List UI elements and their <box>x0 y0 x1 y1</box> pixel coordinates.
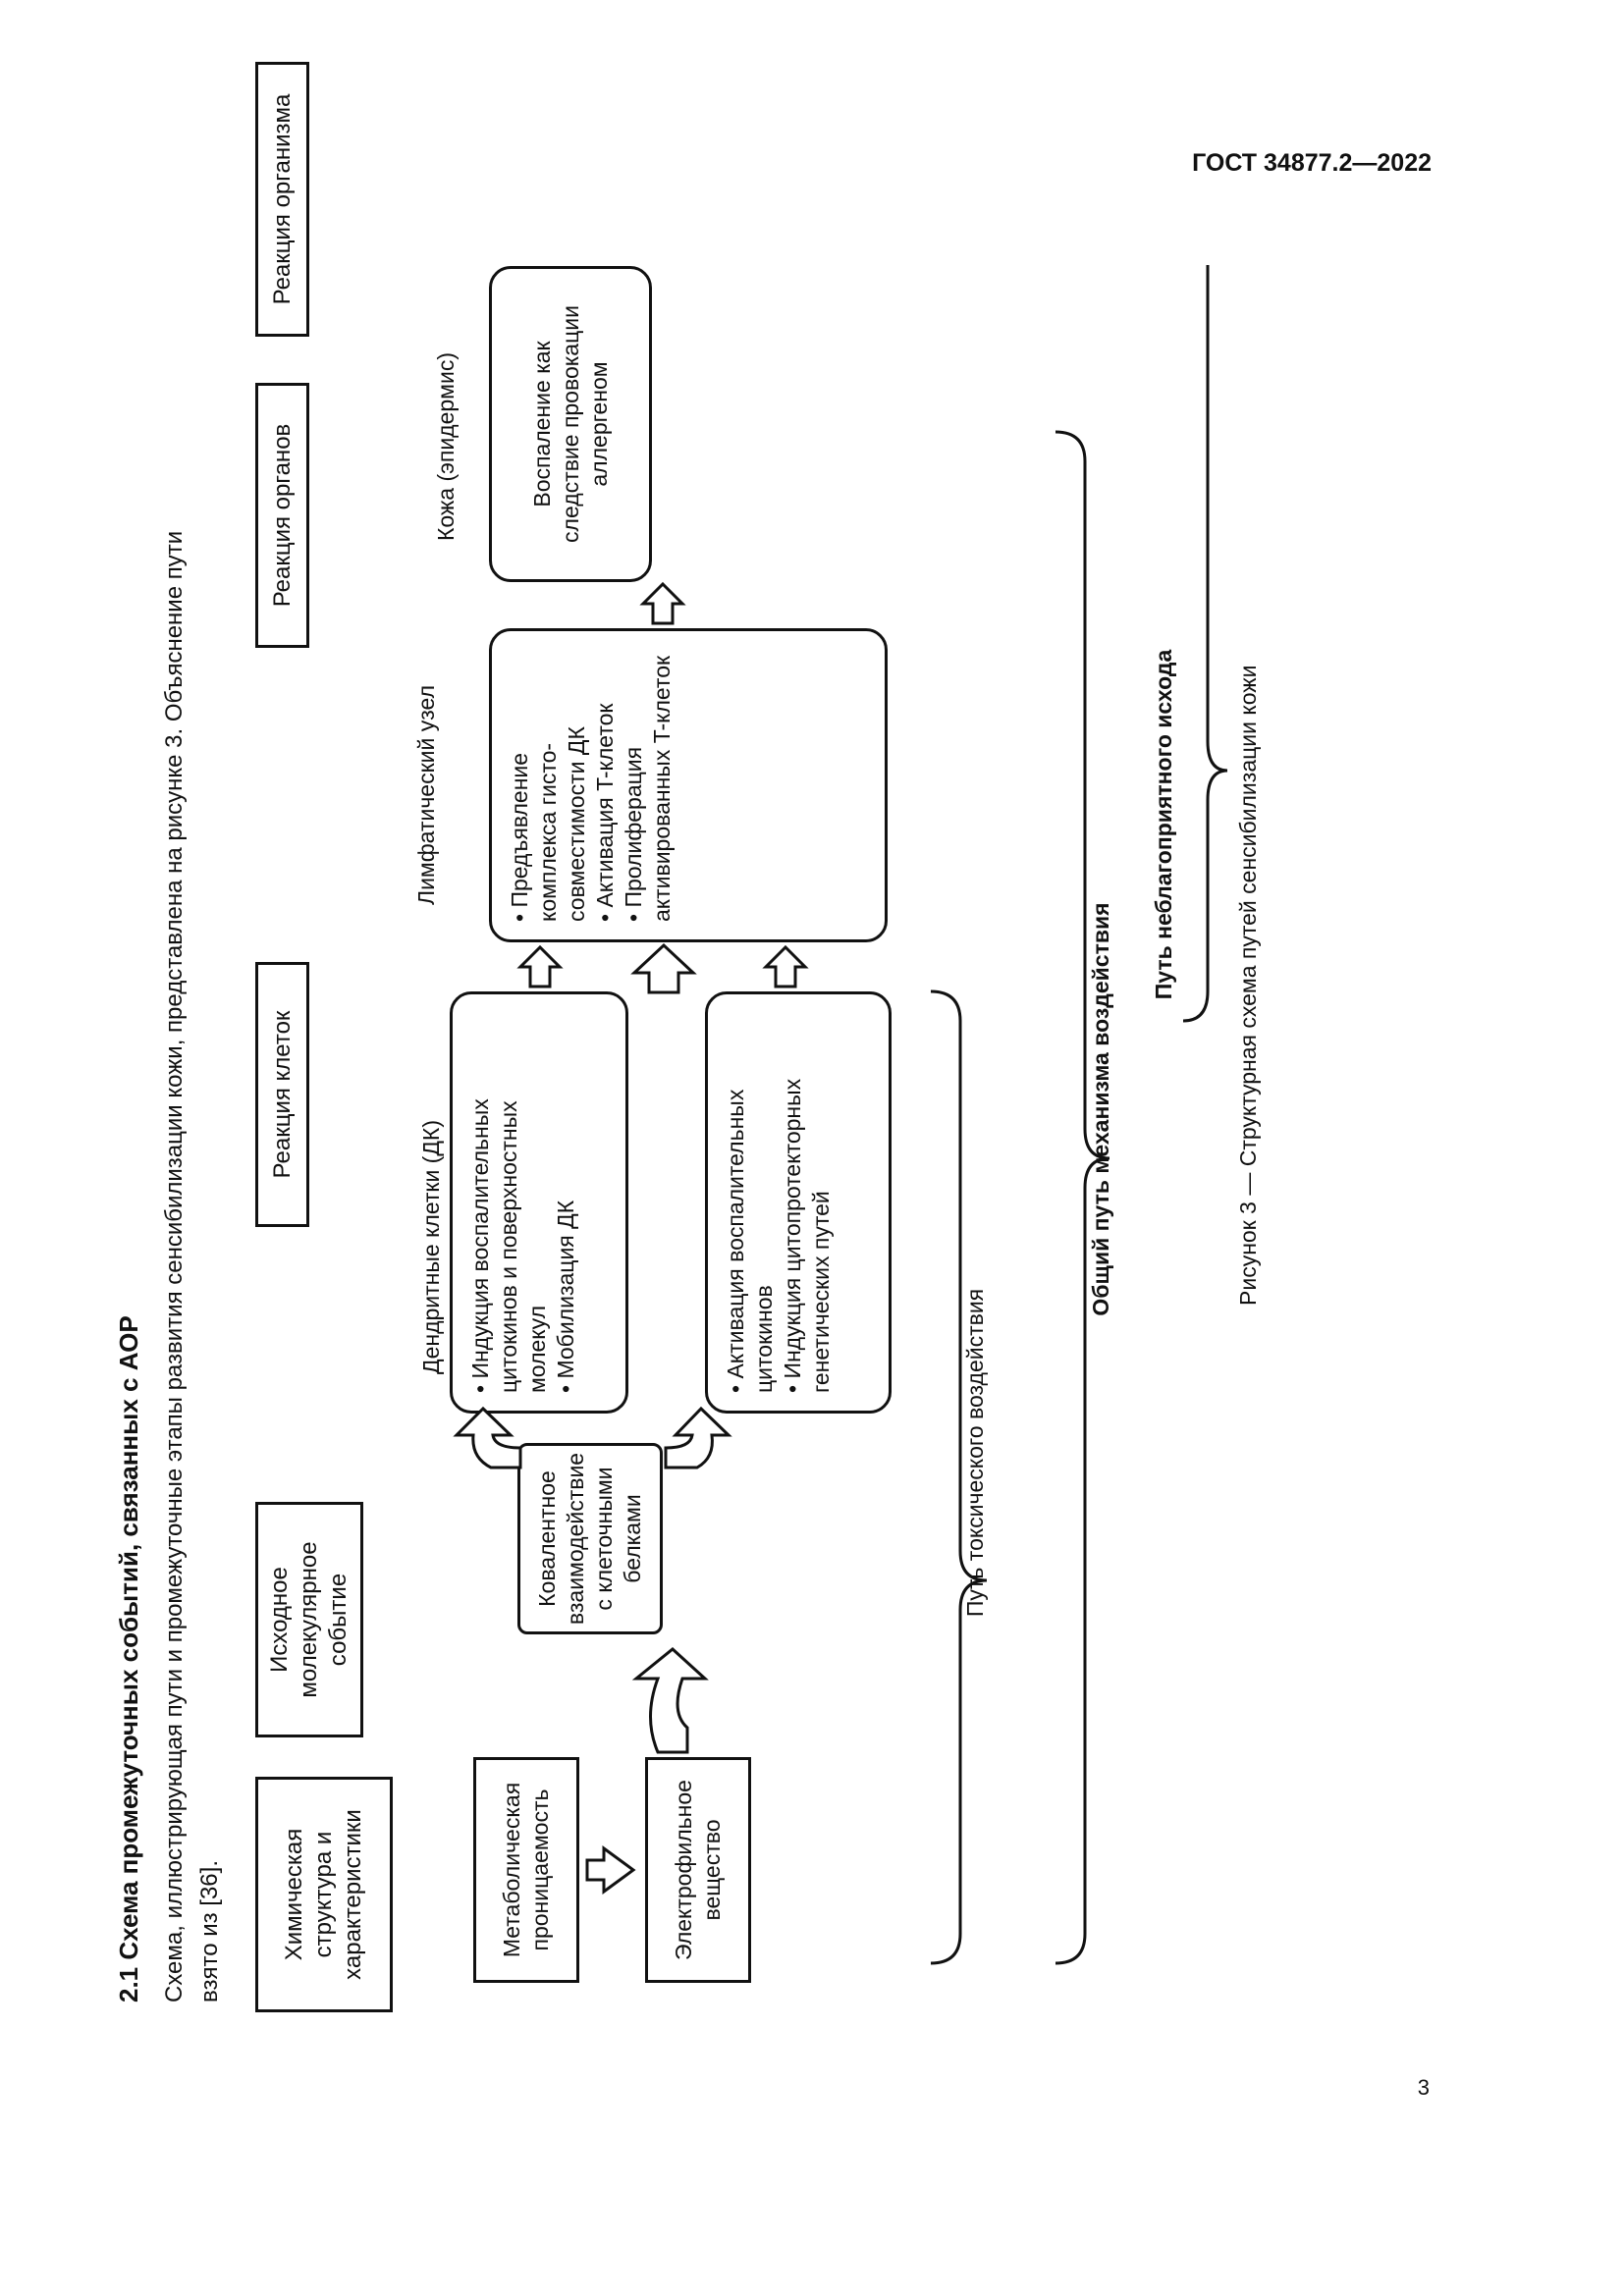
header-cell-response: Реакция клеток <box>255 962 309 1227</box>
keratinocyte-item-1: • Активация воспалительных цитокинов <box>722 1012 779 1393</box>
document-code: ГОСТ 34877.2—2022 <box>1192 149 1432 177</box>
section-heading: 2.1 Схема промежуточных событий, связанных с АОР <box>114 1315 143 2002</box>
dc-title: Дендритные клетки (ДК) <box>418 1120 444 1374</box>
connectors-overlay <box>98 265 1365 2022</box>
header-organism-response: Реакция организма <box>255 62 309 337</box>
paragraph-line-1: Схема, иллюстрирующая пути и промежуточные этапы развития сенсибилизации кожи, представлена на рисунке 3. Объяснение пути <box>161 530 188 2002</box>
skin-title: Кожа (эпидермис) <box>433 351 459 542</box>
toxic-path-label: Путь токсического воздействия <box>962 1288 988 1618</box>
paragraph-line-2: взято из [36]. <box>196 1860 223 2002</box>
arrow-covalent-to-dc <box>457 1409 520 1468</box>
lymph-item-1: • Предъявление комплекса гисто-совместимости ДК <box>506 649 591 922</box>
header-molecular-event: Исходное молекулярное событие <box>255 1502 363 1737</box>
arrow-lymph-to-skin <box>643 584 682 623</box>
common-path-label: Общий путь механизма воздействия <box>1088 902 1113 1316</box>
lymph-item-2: • Активация T-клеток <box>591 649 620 922</box>
dc-item-2: • Мобилизация ДК <box>552 1012 580 1393</box>
header-organ-response: Реакция органов <box>255 383 309 648</box>
arrow-covalent-to-keratinocyte <box>666 1409 729 1468</box>
lymph-title: Лимфатический узел <box>413 685 439 906</box>
arrow-dc-to-lymph <box>520 947 560 987</box>
page-number: 3 <box>1417 2075 1430 2100</box>
metabolic-box: Метаболическая проницаемость <box>473 1757 579 1983</box>
dc-item-1: • Индукция воспалительных цитокинов и поверхностных молекул <box>466 1012 552 1393</box>
arrow-electrophilic-to-covalent <box>636 1649 705 1752</box>
brace-adverse-path <box>1178 265 1227 1021</box>
figure-caption: Рисунок 3 — Структурная схема путей сенсибилизации кожи <box>1235 665 1261 1306</box>
brace-common-path <box>1056 432 1110 1963</box>
adverse-path-label: Путь неблагоприятного исхода <box>1151 649 1176 1000</box>
keratinocyte-item-2: • Индукция цитопротекторных генетических путей <box>779 1012 836 1393</box>
arrow-keratinocyte-to-lymph <box>766 947 805 987</box>
electrophilic-box: Электрофильное вещество <box>645 1757 751 1983</box>
arrow-metabolic-to-electrophilic <box>587 1848 633 1892</box>
skin-box: Воспаление как следствие провокации аллергеном <box>489 266 652 582</box>
lymph-item-3: • Пролиферация активированных T-клеток <box>620 649 677 922</box>
header-chemical-structure: Химическая структура и характеристики <box>255 1777 393 2012</box>
brace-toxic-path <box>931 991 987 1963</box>
covalent-box: Ковалентное взаимодействие с клеточными белками <box>517 1443 663 1634</box>
arrow-keratinocyte-to-dc <box>634 945 693 992</box>
